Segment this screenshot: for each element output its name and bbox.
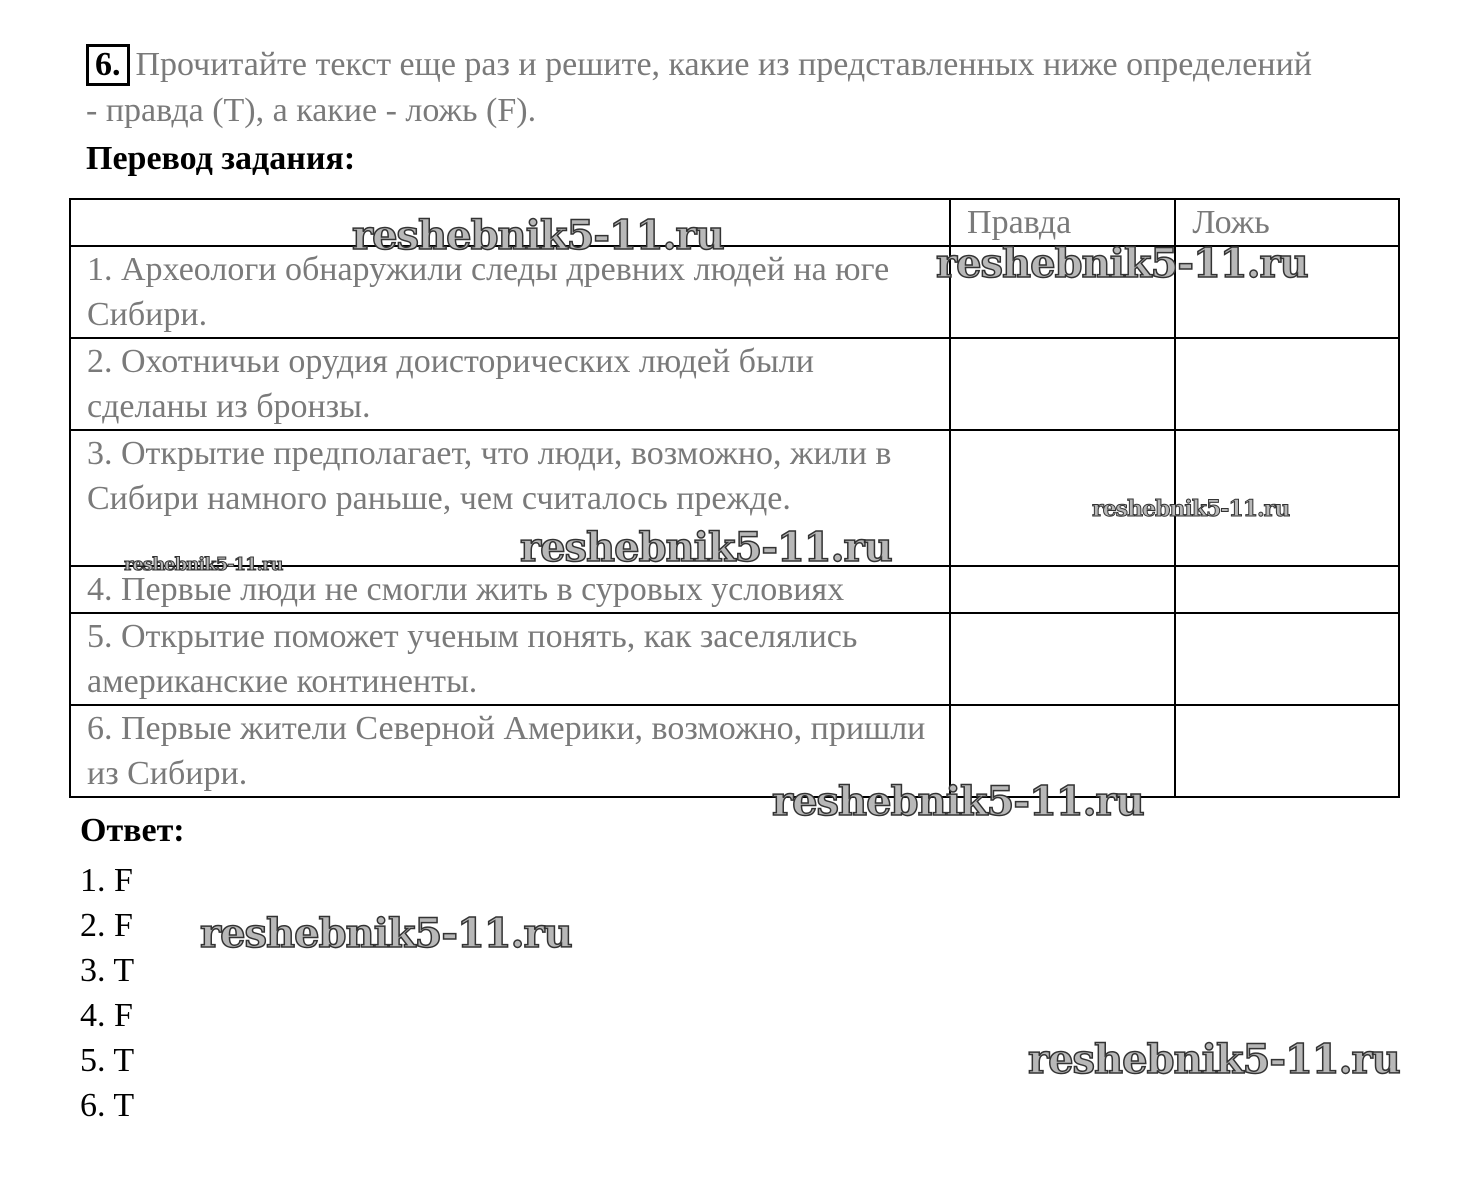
watermark: reshebnik5-11.ru [772,778,1144,825]
watermark: reshebnik5-11.ru [1092,496,1290,522]
false-cell-6 [1175,705,1399,797]
false-cell-4 [1175,566,1399,613]
answer-list [80,858,134,1128]
task-instruction: Прочитайте текст еще раз и решите, какие из представленных ниже определений - правда (T), а какие - ложь (F). [86,46,1312,129]
answer-item-2: 2. F [80,907,133,944]
answer-item-4: 4. F [80,997,133,1034]
table-header-row [70,199,1399,246]
statement-1: 1. Археологи обнаружили следы древних людей на юге Сибири. [70,246,950,338]
header-true: Правда [950,199,1175,246]
watermark: reshebnik5-11.ru [124,554,283,575]
false-cell-2 [1175,338,1399,430]
answer-item-3: 3. T [80,952,135,989]
statement-6: 6. Первые жители Северной Америки, возможно, пришли из Сибири. [70,705,950,797]
answer-item-5: 5. T [80,1042,135,1079]
table-row [70,338,1399,430]
table-row [70,705,1399,797]
watermark: reshebnik5-11.ru [520,524,892,571]
true-cell-4 [950,566,1175,613]
watermark: reshebnik5-11.ru [1028,1036,1400,1083]
true-cell-5 [950,613,1175,705]
table-row [70,613,1399,705]
false-cell-5 [1175,613,1399,705]
statement-3: 3. Открытие предполагает, что люди, возможно, жили в Сибири намного раньше, чем считалось прежде. [70,430,950,566]
answer-item-1: 1. F [80,862,133,899]
header-false: Ложь [1175,199,1399,246]
statement-4: 4. Первые люди не смогли жить в суровых условиях [70,566,950,613]
task-header [86,42,1326,134]
watermark: reshebnik5-11.ru [352,212,724,259]
translation-title: Перевод задания: [86,140,356,177]
statement-5: 5. Открытие поможет ученым понять, как заселялись американские континенты. [70,613,950,705]
true-cell-2 [950,338,1175,430]
task-number: 6. [86,44,130,86]
answer-title: Ответ: [80,812,185,849]
watermark: reshebnik5-11.ru [200,910,572,957]
answer-item-6: 6. T [80,1087,135,1124]
statement-2: 2. Охотничьи орудия доисторических людей были сделаны из бронзы. [70,338,950,430]
watermark: reshebnik5-11.ru [936,240,1308,287]
